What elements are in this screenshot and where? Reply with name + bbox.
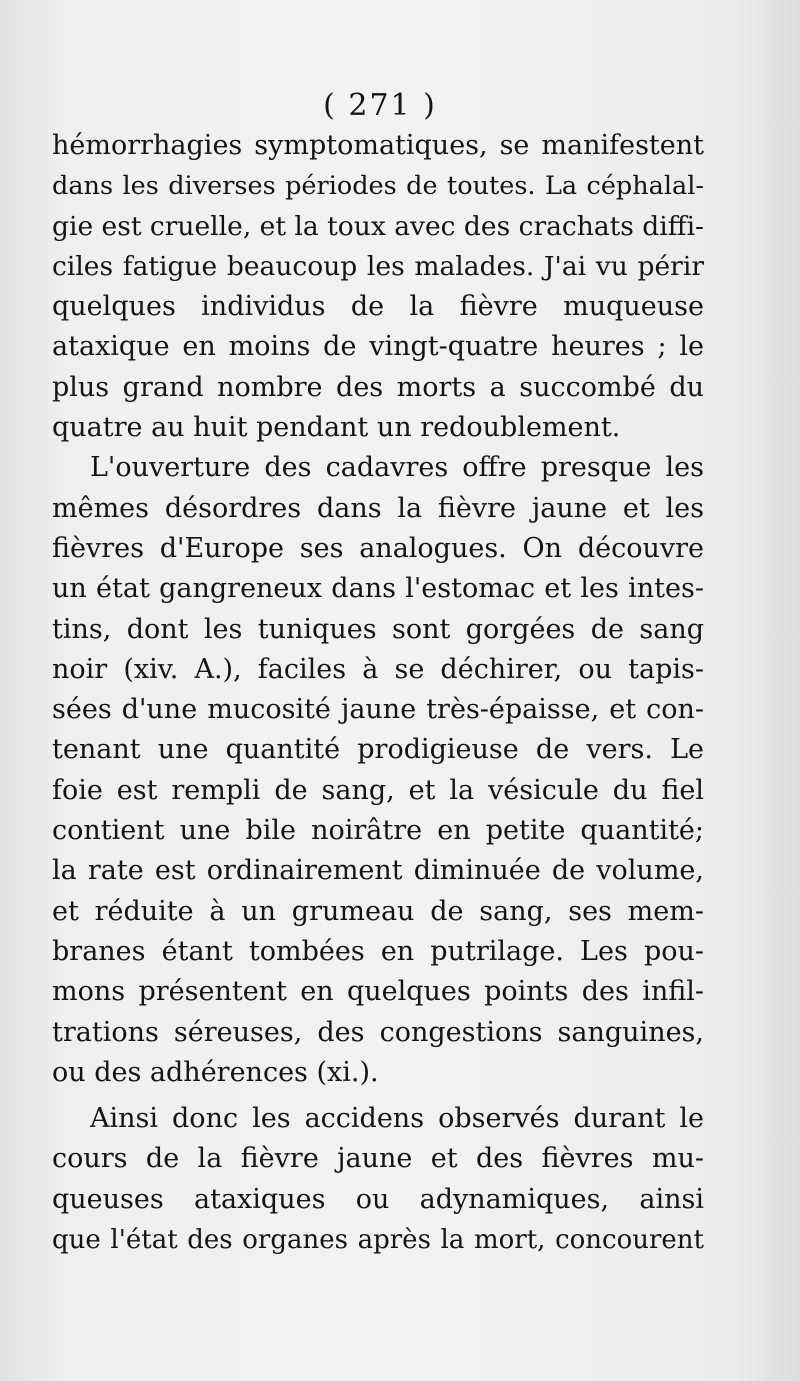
text-line: dans les diverses périodes de toutes. La céphalal-	[52, 171, 704, 202]
text-line: ou des adhérences (xi.).	[52, 1056, 379, 1088]
text-line: foie est rempli de sang, et la vésicule du fiel	[52, 774, 704, 806]
text-line: cours de la fièvre jaune et des fièvres mu-	[52, 1143, 704, 1175]
paragraph-2	[52, 448, 704, 1093]
text-line: branes étant tombées en putrilage. Les pou-	[52, 935, 704, 967]
text-line: que l'état des organes après la mort, concourent	[52, 1225, 704, 1256]
text-line: quatre au huit pendant un redoublement.	[52, 412, 621, 444]
text-line: tins, dont les tuniques sont gorgées de sang	[52, 613, 704, 645]
text-line: hémorrhagies symptomatiques, se manifestent	[52, 130, 704, 161]
text-line: plus grand nombre des morts a succombé du	[52, 371, 704, 403]
text-line: trations séreuses, des congestions sanguines,	[52, 1016, 704, 1048]
page-number: ( 271 )	[323, 88, 437, 123]
text-line: et réduite à un grumeau de sang, ses mem-	[52, 895, 704, 927]
text-line: queuses ataxiques ou adynamiques, ainsi	[52, 1183, 704, 1215]
text-line: sées d'une mucosité jaune très-épaisse, et con-	[52, 694, 704, 726]
paragraph-1	[52, 126, 704, 448]
text-line: mêmes désordres dans la fièvre jaune et les	[52, 492, 704, 524]
text-line: mons présentent en quelques points des infil-	[52, 976, 704, 1008]
text-line: contient une bile noirâtre en petite quantité;	[52, 815, 704, 847]
text-line: un état gangreneux dans l'estomac et les intes-	[52, 573, 704, 605]
text-line: la rate est ordinairement diminuée de volume,	[52, 855, 704, 887]
text-line: L'ouverture des cadavres offre presque les	[90, 452, 704, 484]
text-line: noir (xiv. A.), faciles à se déchirer, ou tapis-	[52, 653, 704, 685]
text-line: ciles fatigue beaucoup les malades. J'ai vu périr	[52, 250, 704, 282]
text-line: gie est cruelle, et la toux avec des crachats diffi-	[52, 210, 704, 242]
text-line: Ainsi donc les accidens observés durant le	[90, 1103, 704, 1135]
text-line: fièvres d'Europe ses analogues. On découvre	[52, 532, 704, 564]
text-line: ataxique en moins de vingt-quatre heures ; le	[52, 331, 704, 363]
body-text	[52, 126, 704, 1260]
text-line: quelques individus de la fièvre muqueuse	[52, 291, 704, 323]
text-line: tenant une quantité prodigieuse de vers. Le	[52, 734, 704, 766]
paragraph-3	[52, 1099, 704, 1260]
